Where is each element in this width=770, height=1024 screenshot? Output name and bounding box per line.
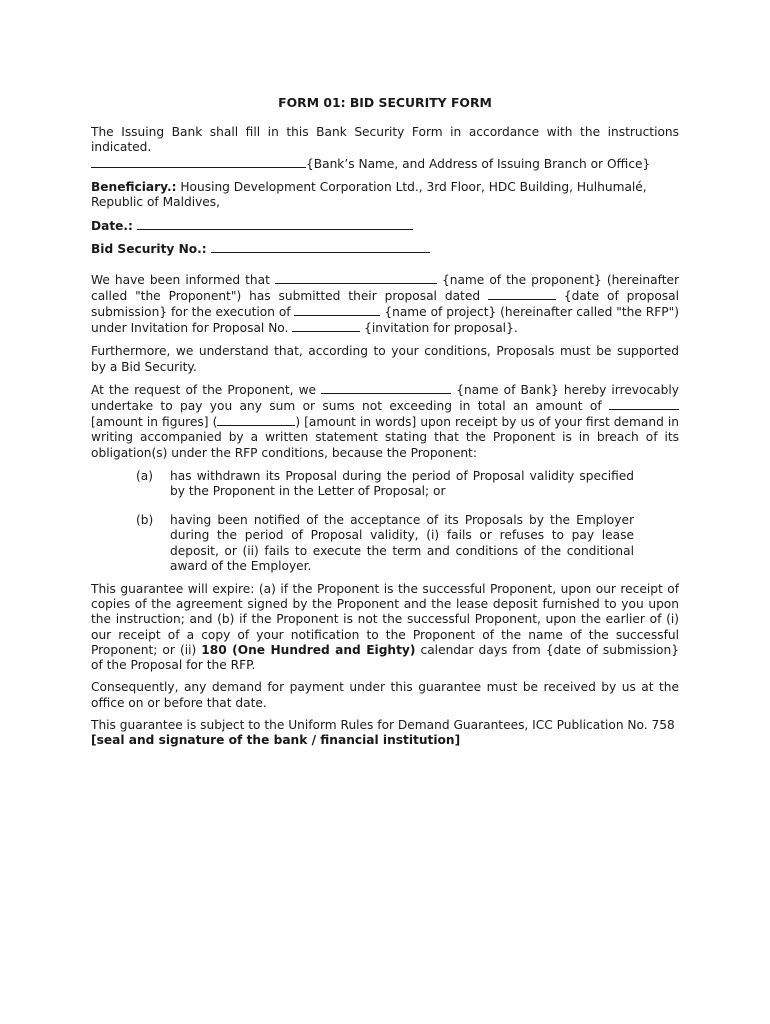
list-item-label: (a) [136,468,153,483]
amount-figures-blank [609,398,679,410]
proponent-name-blank [275,272,437,284]
bid-security-blank [211,241,430,253]
project-name-blank [294,304,380,316]
bid-security-line [91,241,679,257]
bid-security-label: Bid Security No.: [91,242,207,257]
bank-name-line [91,156,679,172]
request-text-1: At the request of the Proponent, we [91,382,322,397]
seal-signature-line: [seal and signature of the bank / financial institution] [91,732,461,747]
furthermore-paragraph: Furthermore, we understand that, according to your conditions, Proposals must be supported by a Bid Security. [91,344,679,374]
urdg-paragraph: This guarantee is subject to the Uniform Rules for Demand Guarantees, ICC Publication No. 758 [91,717,675,732]
date-label: Date.: [91,219,133,234]
request-paragraph [91,382,679,461]
beneficiary-label: Beneficiary.: [91,179,177,194]
amount-words-blank [217,414,295,426]
beneficiary-text: Housing Development Corporation Ltd., 3rd Floor, HDC Building, Hulhumalé, Republic of Maldives, [91,179,647,210]
informed-text-4: {name of project} (hereinafter called "the RFP") under Invitation for Proposal No. [91,305,679,336]
list-item [136,513,634,574]
informed-text-3: {date of proposal submission} for the execution of [91,288,679,320]
informed-text-2: {name of the proponent} (hereinafter called "the Proponent") has submitted their proposal dated [91,272,679,303]
request-text-4: ) [amount in words] upon receipt by us of your first demand in writing accompanied by a written statement stating that the Proponent is in breach of its obligation(s) under the RFP conditions, because the Proponent: [91,415,680,460]
form-body [91,95,679,748]
date-blank [137,218,413,230]
expiry-days-bold: 180 (One Hundred and Eighty) [201,642,416,657]
informed-text-5: {invitation for proposal}. [360,321,518,336]
expiry-text-1: This guarantee will expire: (a) if the Proponent is the successful Proponent, upon our receipt of copies of the agreement signed by the Proponent and the lease deposit furnished to you upon the instruction; and (b) if the Proponent is not the successful Proponent, upon the earlier of (i) our receipt of a copy of your notification to the Proponent of the name of the successful Proponent; or (ii) [91,582,679,657]
bank-name-hint: {Bank’s Name, and Address of Issuing Branch or Office} [306,156,651,171]
list-item [136,469,634,499]
expiry-paragraph [91,582,679,673]
breach-conditions-list [136,469,634,574]
intro-paragraph: The Issuing Bank shall fill in this Bank Security Form in accordance with the instructions indicated. [91,125,679,155]
proposal-date-blank [488,288,556,300]
date-line [91,218,679,234]
list-item-text: has withdrawn its Proposal during the period of Proposal validity specified by the Proponent in the Letter of Proposal; or [170,468,634,499]
invitation-number-blank [292,320,360,332]
request-text-2: {name of Bank} hereby irrevocably undertake to pay you any sum or sums not exceeding in total an amount of [91,382,679,414]
informed-paragraph [91,272,679,337]
beneficiary-paragraph [91,180,679,210]
request-text-3: [amount in figures] ( [91,415,218,430]
list-item-label: (b) [136,513,154,528]
expiry-text-2: calendar days from {date of submission} of the Proposal for the RFP. [91,642,679,673]
form-title: FORM 01: BID SECURITY FORM [278,95,492,110]
informed-text-1: We have been informed that [91,272,275,287]
bank-name-blank [91,156,306,168]
list-item-text: having been notified of the acceptance of its Proposals by the Employer during the period of Proposal validity, (i) fails or refuses to pay lease deposit, or (ii) fails to execute the term and conditions of the conditional award of the Employer. [170,513,634,573]
consequently-paragraph: Consequently, any demand for payment under this guarantee must be received by us at the office on or before that date. [91,680,679,710]
bank-name-blank-2 [321,382,451,394]
